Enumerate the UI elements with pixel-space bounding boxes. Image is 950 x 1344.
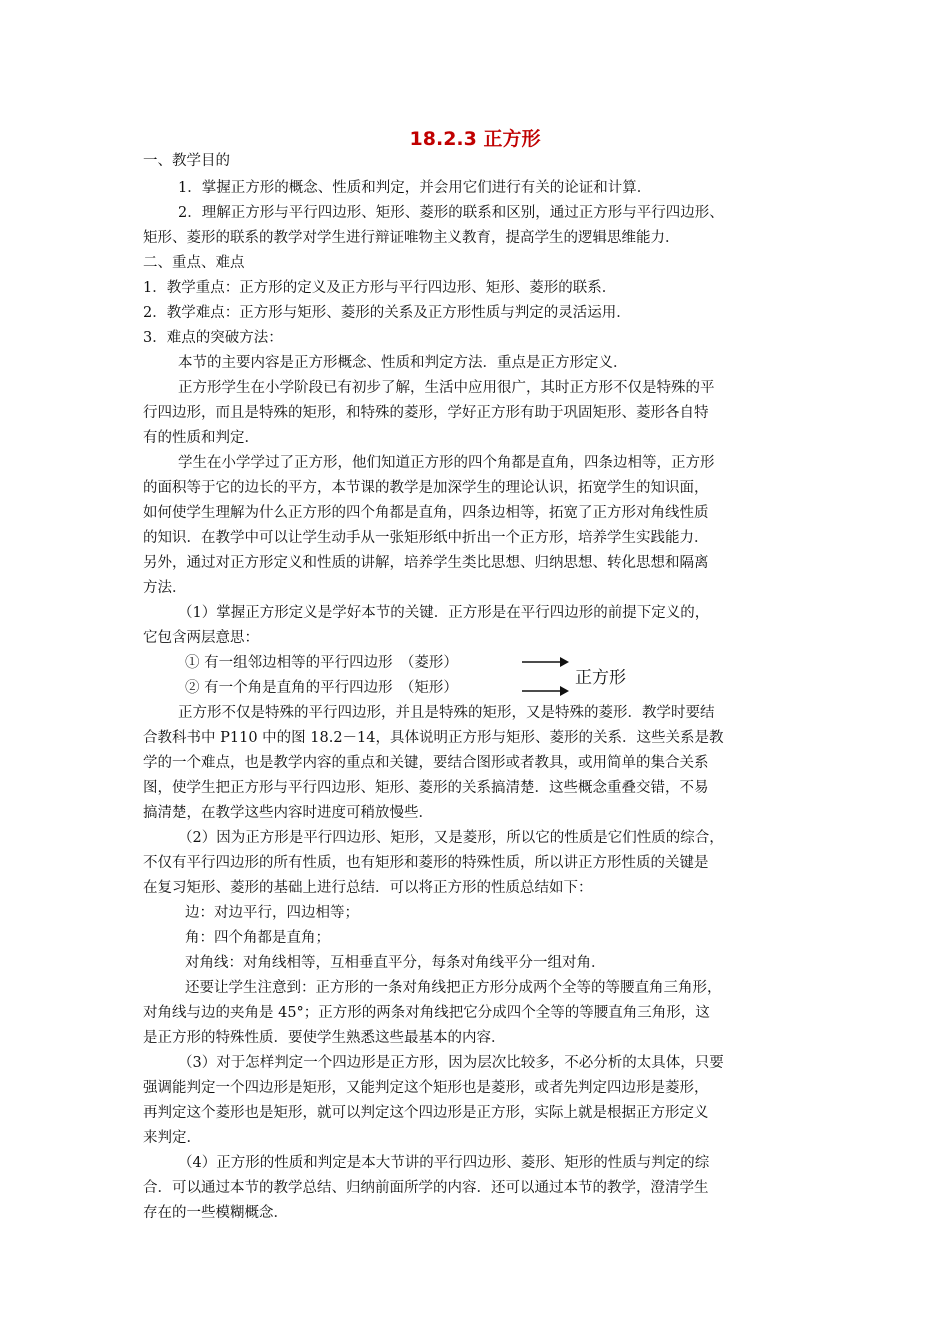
text-line: 1．掌握正方形的概念、性质和判定，并会用它们进行有关的论证和计算．: [178, 180, 652, 196]
text-line: 再判定这个菱形也是矩形，就可以判定这个四边形是正方形，实际上就是根据正方形定义: [143, 1105, 709, 1121]
text-line: 它包含两层意思：: [143, 630, 259, 646]
text-line: 如何使学生理解为什么正方形的四个角都是直角，四条边相等，拓宽了正方形对角线性质: [143, 505, 709, 521]
text-line: 行四边形，而且是特殊的矩形，和特殊的菱形，学好正方形有助于巩固矩形、菱形各自特: [143, 405, 709, 421]
text-line: 2．教学难点：正方形与矩形、菱形的关系及正方形性质与判定的灵活运用．: [143, 305, 631, 321]
text-line: 不仅有平行四边形的所有性质，也有矩形和菱形的特殊性质，所以讲正方形性质的关键是: [143, 855, 709, 871]
text-line: 有的性质和判定．: [143, 430, 259, 446]
text-line: 合教科书中 P110 中的图 18.2－14，具体说明正方形与矩形、菱形的关系．这些关系是教: [143, 730, 724, 746]
text-line: 的知识．在教学中可以让学生动手从一张矩形纸中折出一个正方形，培养学生实践能力．: [143, 530, 709, 546]
section-heading: 二、重点、难点: [143, 255, 245, 271]
arrow-right-icon: [522, 684, 570, 698]
text-line: 搞清楚，在教学这些内容时进度可稍放慢些．: [143, 805, 433, 821]
property-diagonals: 对角线：对角线相等，互相垂直平分，每条对角线平分一组对角．: [185, 955, 606, 971]
text-line: 方法．: [143, 580, 187, 596]
text-line: 本节的主要内容是正方形概念、性质和判定方法．重点是正方形定义．: [178, 355, 628, 371]
text-line: （3）对于怎样判定一个四边形是正方形，因为层次比较多，不必分析的太具体，只要: [178, 1055, 724, 1071]
text-line: 存在的一些模糊概念．: [143, 1205, 288, 1221]
definition-item-rhombus: ① 有一组邻边相等的平行四边形 （菱形）: [185, 655, 458, 671]
text-line: 3．难点的突破方法：: [143, 330, 283, 346]
text-line: 在复习矩形、菱形的基础上进行总结．可以将正方形的性质总结如下：: [143, 880, 593, 896]
definition-item-rectangle: ② 有一个角是直角的平行四边形 （矩形）: [185, 680, 458, 696]
text-line: 1．教学重点：正方形的定义及正方形与平行四边形、矩形、菱形的联系．: [143, 280, 617, 296]
text-line: （2）因为正方形是平行四边形、矩形，又是菱形，所以它的性质是它们性质的综合，: [178, 830, 724, 846]
text-line: 学的一个难点，也是教学内容的重点和关键，要结合图形或者教具，或用简单的集合关系: [143, 755, 709, 771]
text-line: 另外，通过对正方形定义和性质的讲解，培养学生类比思想、归纳思想、转化思想和隔离: [143, 555, 709, 571]
text-line: 的面积等于它的边长的平方，本节课的教学是加深学生的理论认识，拓宽学生的知识面，: [143, 480, 709, 496]
square-result-label: 正方形: [575, 668, 626, 688]
text-line: 正方形学生在小学阶段已有初步了解，生活中应用很广，其时正方形不仅是特殊的平: [178, 380, 715, 396]
text-line: 正方形不仅是特殊的平行四边形，并且是特殊的矩形，又是特殊的菱形．教学时要结: [178, 705, 715, 721]
text-line: 合．可以通过本节的教学总结、归纳前面所学的内容．还可以通过本节的教学，澄清学生: [143, 1180, 709, 1196]
text-line: 强调能判定一个四边形是矩形，又能判定这个矩形也是菱形，或者先判定四边形是菱形，: [143, 1080, 709, 1096]
page-title: 18.2.3 正方形: [409, 128, 541, 150]
text-line: 来判定．: [143, 1130, 201, 1146]
property-sides: 边：对边平行，四边相等；: [185, 905, 359, 921]
text-line: 矩形、菱形的联系的教学对学生进行辩证唯物主义教育，提高学生的逻辑思维能力．: [143, 230, 680, 246]
text-line: 是正方形的特殊性质．要使学生熟悉这些最基本的内容．: [143, 1030, 506, 1046]
arrow-right-icon: [522, 655, 570, 669]
text-line: 学生在小学学过了正方形，他们知道正方形的四个角都是直角，四条边相等，正方形: [178, 455, 715, 471]
text-line: （4）正方形的性质和判定是本大节讲的平行四边形、菱形、矩形的性质与判定的综: [178, 1155, 710, 1171]
section-heading: 一、教学目的: [143, 153, 230, 169]
text-line: 还要让学生注意到：正方形的一条对角线把正方形分成两个全等的等腰直角三角形，: [185, 980, 722, 996]
text-line: 图，使学生把正方形与平行四边形、矩形、菱形的关系搞清楚．这些概念重叠交错，不易: [143, 780, 709, 796]
text-line: 对角线与边的夹角是 45°；正方形的两条对角线把它分成四个全等的等腰直角三角形，这: [143, 1005, 710, 1021]
property-angles: 角：四个角都是直角；: [185, 930, 330, 946]
text-line: 2．理解正方形与平行四边形、矩形、菱形的联系和区别，通过正方形与平行四边形、: [178, 205, 724, 221]
text-line: （1）掌握正方形定义是学好本节的关键．正方形是在平行四边形的前提下定义的，: [178, 605, 710, 621]
